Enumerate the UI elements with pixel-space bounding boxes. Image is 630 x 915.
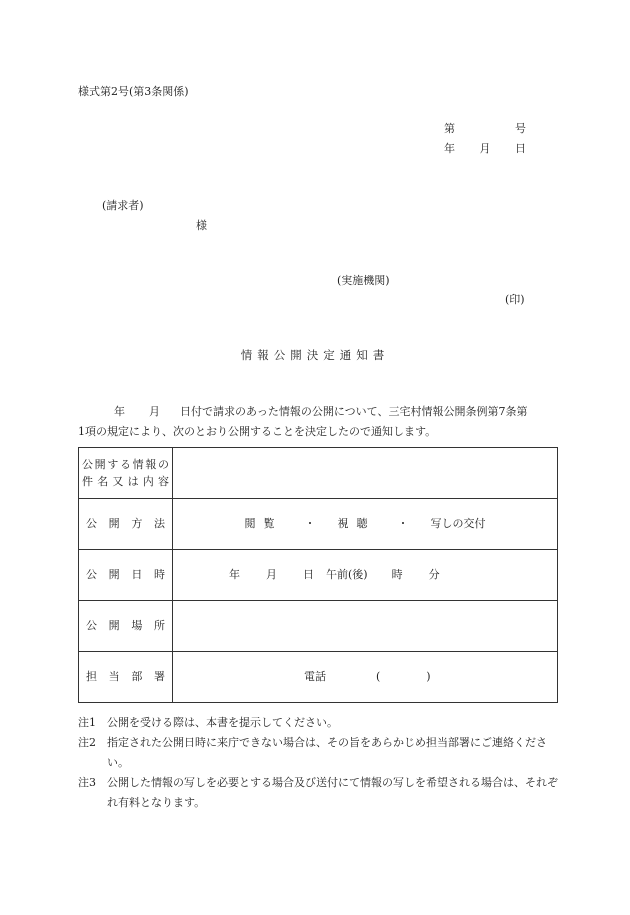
option-separator: ・ — [304, 517, 316, 531]
requester-label: (請求者) — [102, 199, 144, 212]
body-month: 月 — [149, 405, 160, 418]
body-line-1 — [78, 402, 560, 422]
place-value-cell[interactable] — [173, 601, 558, 652]
note-text: 指定された公開日時に来庁できない場合は、その旨をあらかじめ担当部署にご連絡ください。 — [107, 736, 547, 769]
place-label-cell — [79, 601, 173, 652]
option-inspection[interactable]: 閲覧 — [244, 517, 283, 531]
place-label — [79, 618, 172, 634]
note-item — [78, 773, 568, 813]
notes — [78, 713, 568, 813]
seal-mark: (印) — [505, 293, 525, 306]
table-row — [79, 499, 558, 550]
option-viewing[interactable]: 視聴 — [337, 517, 376, 531]
method-label — [79, 516, 172, 532]
issue-year: 年 — [444, 142, 455, 155]
label-char: 日 — [131, 568, 143, 582]
label-char: 当 — [108, 670, 120, 684]
datetime-label-cell — [79, 550, 173, 601]
dt-year: 年 — [229, 568, 240, 582]
phone-paren-open: ( — [376, 670, 381, 684]
datetime-value-cell[interactable] — [173, 550, 558, 601]
table-row — [79, 448, 558, 499]
body-line-2: 1項の規定により、次のとおり公開することを決定したので通知します。 — [78, 425, 437, 438]
subject-label-line1: 公開する情報の — [82, 458, 169, 471]
datetime-label — [79, 567, 172, 583]
note-text: 公開した情報の写しを必要とする場合及び送付にて情報の写しを希望される場合は、それぞれ有料となります。 — [107, 776, 558, 809]
note-number: 注1 — [78, 716, 96, 729]
issue-date — [444, 141, 526, 157]
label-char: 署 — [153, 670, 165, 684]
table-row — [79, 601, 558, 652]
subject-value-cell[interactable] — [173, 448, 558, 499]
method-value-cell — [173, 499, 558, 550]
note-item — [78, 713, 568, 733]
dt-month: 月 — [266, 568, 277, 582]
dept-value-cell[interactable] — [173, 652, 558, 703]
document-title: 情報公開決定通知書 — [240, 348, 390, 362]
datetime-parts — [173, 567, 557, 583]
subject-label-line2: 件名又は内容 — [82, 475, 169, 488]
option-separator: ・ — [397, 517, 409, 531]
label-char: 開 — [108, 619, 120, 633]
number-suffix: 号 — [515, 122, 526, 135]
dt-day: 日 — [303, 568, 314, 582]
note-number: 注3 — [78, 776, 96, 789]
label-char: 法 — [153, 517, 165, 531]
table-row — [79, 652, 558, 703]
number-prefix: 第 — [444, 122, 455, 135]
dept-label — [79, 669, 172, 685]
option-copy[interactable]: 写しの交付 — [430, 517, 486, 531]
label-char: 部 — [131, 670, 143, 684]
issue-month: 月 — [479, 142, 491, 155]
method-label-cell — [79, 499, 173, 550]
note-item — [78, 733, 568, 773]
dt-hour: 時 — [391, 568, 403, 582]
phone-parts — [173, 669, 557, 685]
method-options — [173, 516, 557, 532]
honorific: 様 — [196, 219, 207, 232]
agency-label: (実施機関) — [337, 274, 390, 287]
label-char: 時 — [153, 568, 165, 582]
label-char: 場 — [131, 619, 143, 633]
label-char: 担 — [86, 670, 97, 684]
dt-minute: 分 — [428, 568, 440, 582]
issue-day: 日 — [515, 142, 526, 155]
label-char: 公 — [86, 517, 97, 531]
label-char: 所 — [153, 619, 165, 633]
label-char: 公 — [86, 619, 97, 633]
body-text — [78, 402, 560, 442]
body-year: 年 — [114, 405, 125, 418]
subject-label-cell — [79, 448, 173, 499]
dept-label-cell — [79, 652, 173, 703]
note-number: 注2 — [78, 736, 96, 749]
label-char: 開 — [108, 517, 120, 531]
label-char: 開 — [108, 568, 120, 582]
document-number — [444, 121, 526, 137]
disclosure-table — [78, 447, 558, 703]
label-char: 公 — [86, 568, 97, 582]
body-day-text: 日付で請求のあった情報の公開について、三宅村情報公開条例第7条第 — [180, 405, 528, 418]
dt-ampm: 午前(後) — [326, 568, 368, 582]
form-number: 様式第2号(第3条関係) — [78, 85, 189, 98]
label-char: 方 — [131, 517, 143, 531]
note-text: 公開を受ける際は、本書を提示してください。 — [107, 716, 338, 729]
phone-label: 電話 — [304, 670, 326, 684]
phone-paren-close: ) — [426, 670, 431, 684]
table-row — [79, 550, 558, 601]
